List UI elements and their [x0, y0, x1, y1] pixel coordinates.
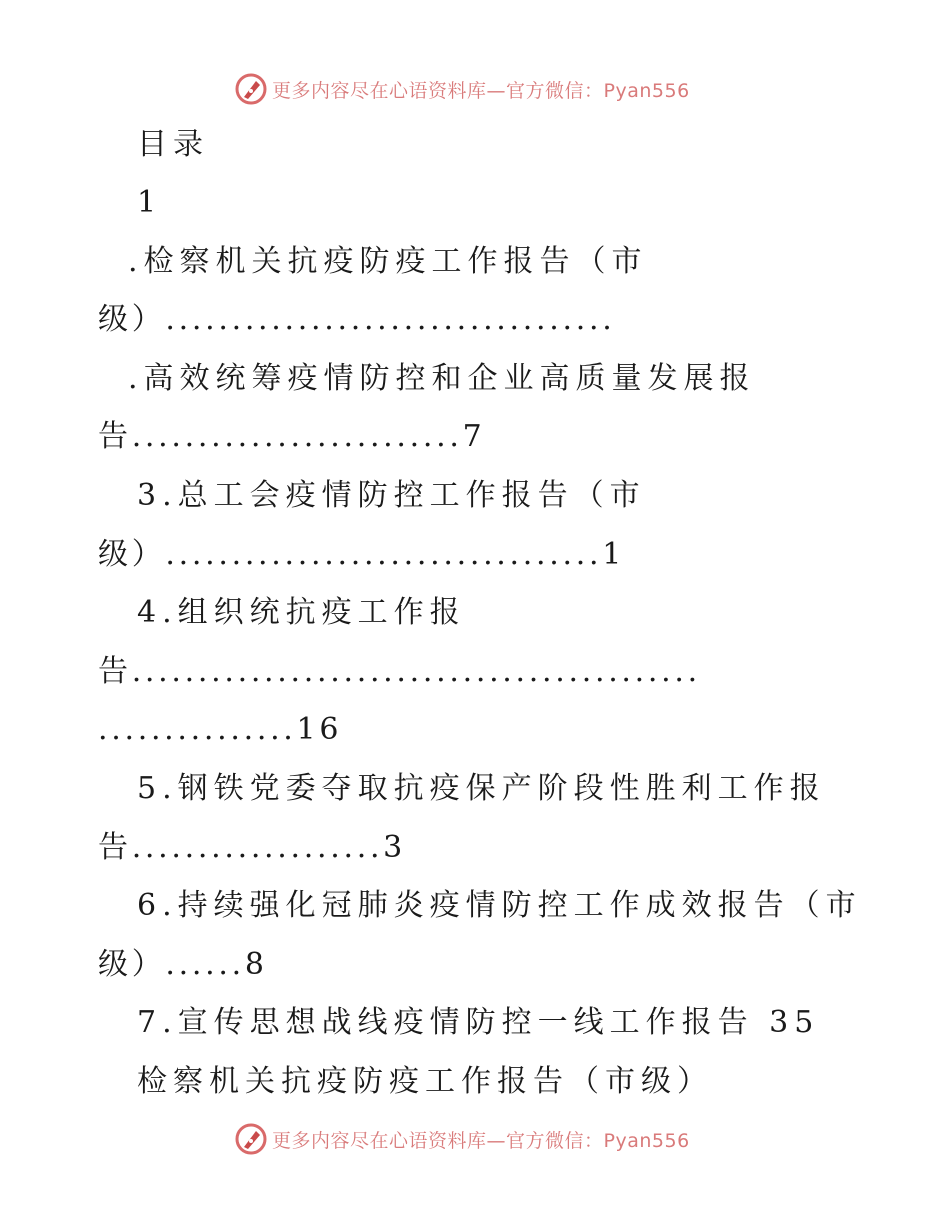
toc-line: 告.........................7 — [98, 419, 486, 454]
toc-line: 6.持续强化冠肺炎疫情防控工作成效报告（市 — [137, 888, 862, 923]
toc-line: .高效统筹疫情防控和企业高质量发展报 — [128, 361, 756, 396]
toc-line: 3.总工会疫情防控工作报告（市 — [137, 478, 646, 513]
footer-watermark — [234, 1122, 690, 1156]
toc-heading: 目录 — [137, 127, 209, 162]
toc-line: 4.组织统抗疫工作报 — [137, 595, 466, 630]
toc-line: 级）.................................. — [98, 302, 616, 337]
toc-line: 7.宣传思想战线疫情防控一线工作报告 35 — [137, 1005, 820, 1040]
toc-line: 告........................................... — [98, 654, 701, 689]
toc-line: 告...................3 — [98, 830, 406, 865]
toc-line: 级）.................................1 — [98, 537, 625, 572]
pen-nib-circle-icon — [234, 72, 268, 106]
toc-line: ...............16 — [98, 712, 343, 747]
toc-line: 1 — [137, 185, 163, 220]
toc-line: 级）......8 — [98, 947, 268, 982]
toc-line: 5.钢铁党委夺取抗疫保产阶段性胜利工作报 — [137, 771, 826, 806]
watermark-text: 更多内容尽在心语资料库—官方微信：Pyan556 — [272, 1129, 690, 1152]
section-title: 检察机关抗疫防疫工作报告（市级） — [137, 1064, 713, 1099]
header-watermark — [234, 72, 690, 106]
watermark-text: 更多内容尽在心语资料库—官方微信：Pyan556 — [272, 79, 690, 102]
toc-line: .检察机关抗疫防疫工作报告（市 — [128, 244, 648, 279]
pen-nib-circle-icon — [234, 1122, 268, 1156]
